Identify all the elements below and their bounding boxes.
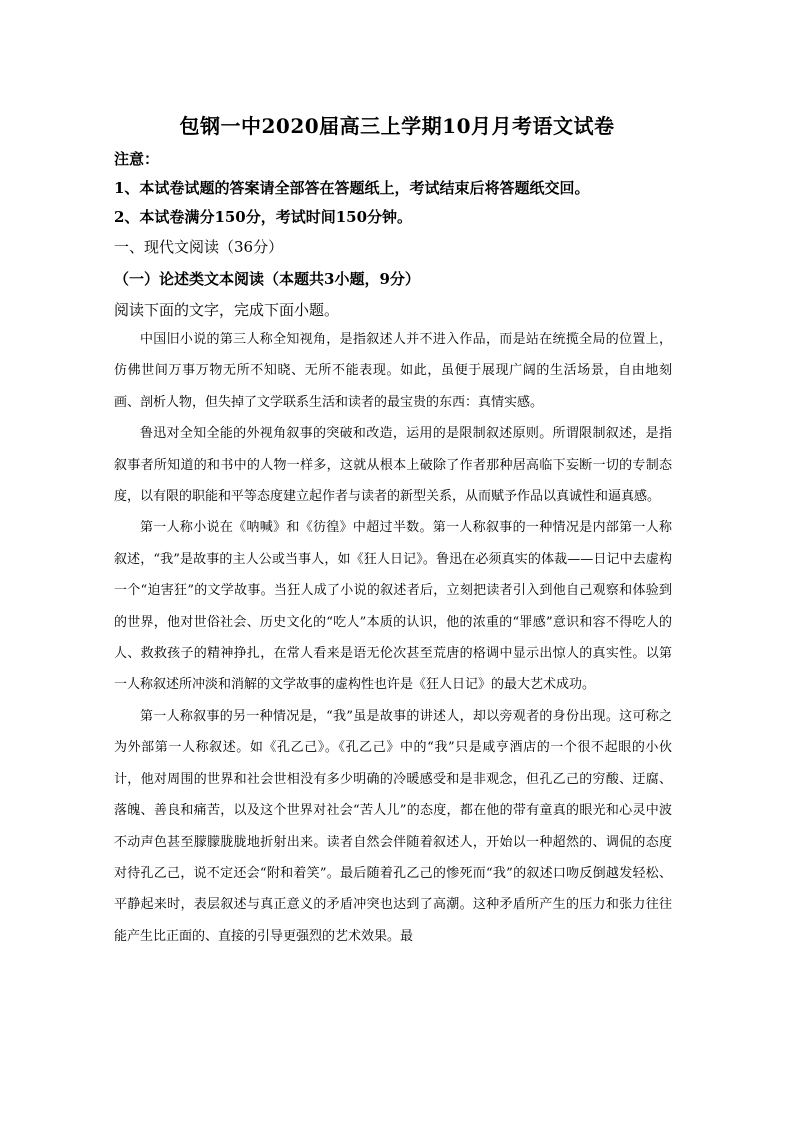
instruction-text: 阅读下面的文字，完成下面小题。 [114,301,340,319]
passage-paragraph: 中国旧小说的第三人称全知视角，是指叙述人并不进入作品，而是站在统揽全局的位置上，仿佛世间万事万物无所不知晓、无所不能表现。如此，虽便于展现广阔的生活场景，自由地刻画、剖析人物，但失掉了文学联系生活和读者的最宝贵的东西：真情实感。 [114,332,672,410]
passage-paragraph: 第一人称小说在《呐喊》和《彷徨》中超过半数。第一人称叙事的一种情况是内部第一人称叙述，“我”是故事的主人公或当事人，如《狂人日记》。鲁迅在必须真实的体裁——日记中去虚构一个“迫害狂”的文学故事。当狂人成了小说的叙述者后，立刻把读者引入到他自己观察和体验到的世界，他对世俗社会、历史文化的“吃人”本质的认识，他的浓重的“罪感”意识和容不得吃人的人、救救孩子的精神挣扎，在常人看来是语无伦次甚至荒唐的格调中显示出惊人的真实性。以第一人称叙述所冲淡和消解的文学故事的虚构性也许是《狂人日记》的最大艺术成功。 [114,520,672,693]
notice-item: 1、本试卷试题的答案请全部答在答题纸上，考试结束后将答题纸交回。 [114,179,590,197]
reading-passage [114,324,672,952]
passage-paragraph: 第一人称叙事的另一种情况是，“我”虽是故事的讲述人，却以旁观者的身份出现。这可称之为外部第一人称叙述。如《孔乙己》。《孔乙己》中的“我”只是咸亨酒店的一个很不起眼的小伙计，他对周围的世界和社会世相没有多少明确的冷暖感受和是非观念，但孔乙己的穷酸、迂腐、落魄、善良和痛苦，以及这个世界对社会“苦人儿”的态度，都在他的带有童真的眼光和心灵中波不动声色甚至朦朦胧胧地折射出来。读者自然会伴随着叙述人，开始以一种超然的、调侃的态度对待孔乙己，说不定还会“附和着笑”。最后随着孔乙己的惨死而“我”的叙述口吻反倒越发轻松、平静起来时，表层叙述与真正意义的矛盾冲突也达到了高潮。这种矛盾所产生的压力和张力往往能产生比正面的、直接的引导更强烈的艺术效果。最 [114,708,672,944]
subsection-heading: （一）论述类文本阅读（本题共3小题，9分） [114,270,420,288]
section-heading: 一、现代文阅读（36分） [114,238,284,256]
notice-item: 2、本试卷满分150分，考试时间150分钟。 [114,208,413,226]
page-title: 包钢一中2020届高三上学期10月月考语文试卷 [179,114,615,138]
passage-paragraph: 鲁迅对全知全能的外视角叙事的突破和改造，运用的是限制叙述原则。所谓限制叙述，是指叙事者所知道的和书中的人物一样多，这就从根本上破除了作者那种居高临下妄断一切的专制态度，以有限的职能和平等态度建立起作者与读者的新型关系，从而赋予作品以真诚性和逼真感。 [114,426,672,505]
notice-label: 注意： [114,150,160,168]
